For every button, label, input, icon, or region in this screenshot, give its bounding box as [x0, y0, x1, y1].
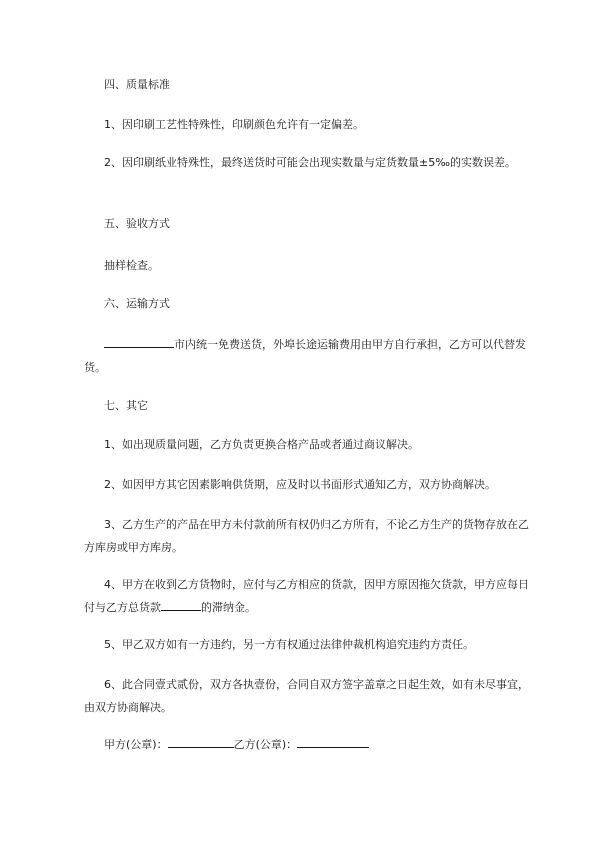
acceptance-heading: 五、验收方式	[104, 217, 170, 230]
party-b-blank[interactable]	[297, 733, 369, 748]
party-a-blank[interactable]	[168, 733, 234, 748]
transport-text	[84, 333, 534, 379]
other-item-6: 6、此合同壹式贰份，双方各执壹份，合同自双方签字盖章之日起生效，如有未尽事宜，由双方协商解决。	[84, 678, 529, 714]
other-item-5: 5、甲乙双方如有一方违约，另一方有权通过法律仲裁机构追究违约方责任。	[104, 638, 474, 651]
transport-text-content: 市内统一免费送货，外埠长途运输费用由甲方自行承担，乙方可以代替发货。	[84, 338, 526, 374]
acceptance-text: 抽样检查。	[104, 259, 159, 272]
other-item-2: 2、如因甲方其它因素影响供货期，应及时以书面形式通知乙方，双方协商解决。	[104, 478, 496, 491]
other-item-4-text-a: 4、甲方在收到乙方货物时，应付与乙方相应的货款，因甲方原因拖欠货款，甲方应每日付与乙方总货款	[84, 578, 529, 614]
quality-heading: 四、质量标准	[104, 78, 170, 91]
other-item-4-text-b: 的滞纳金。	[201, 601, 256, 614]
party-b-label: 乙方(公章)：	[233, 738, 298, 751]
transport-heading: 六、运输方式	[104, 297, 170, 310]
quality-item-2: 2、因印刷纸业特殊性，最终送货时可能会出现实数量与定货数量±5‰的实数误差。	[104, 156, 516, 169]
party-a-label: 甲方(公章)：	[104, 738, 168, 751]
signature-line	[84, 733, 534, 756]
quality-item-1: 1、因印刷工艺性特殊性，印刷颜色允许有一定偏差。	[104, 118, 364, 131]
other-heading: 七、其它	[104, 399, 148, 412]
other-item-1: 1、如出现质量问题，乙方负责更换合格产品或者通过商议解决。	[104, 438, 419, 451]
transport-blank[interactable]	[104, 333, 174, 348]
other-item-3: 3、乙方生产的产品在甲方未付款前所有权仍归乙方所有，不论乙方生产的货物存放在乙方库房或甲方库房。	[84, 518, 529, 554]
other-item-4	[84, 573, 534, 619]
late-fee-blank[interactable]	[161, 596, 201, 611]
